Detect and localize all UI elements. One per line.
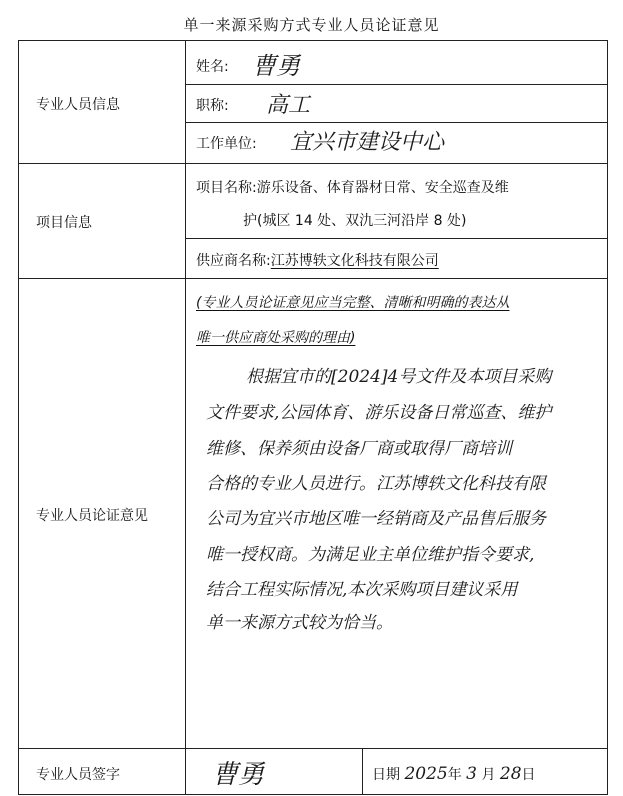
employer-label: 工作单位: [196, 136, 257, 152]
title-value: 高工 [266, 93, 311, 118]
name-label: 姓名: [196, 59, 229, 75]
table-left-border [18, 40, 19, 795]
section-divider [18, 163, 608, 164]
project-name-label [196, 177, 509, 197]
name-value: 曹勇 [252, 52, 300, 80]
date-month-unit: 月 [481, 767, 496, 783]
opinion-line: 合格的专业人员进行。江苏博轶文化科技有限 [206, 474, 546, 494]
opinion-instruction-line2: 唯一供应商处采购的理由) [196, 330, 356, 346]
row-divider [185, 84, 608, 85]
employer-value: 宜兴市建设中心 [290, 130, 445, 155]
signature-value: 曹勇 [212, 760, 265, 790]
project-name-line2: 护(城区 14 处、双氿三河沿岸 8 处) [243, 213, 467, 229]
opinion-line: 唯一授权商。为满足业主单位维护指令要求, [206, 545, 535, 565]
opinion-section-label: 专业人员论证意见 [36, 508, 148, 524]
opinion-line: 维修、保养须由设备厂商或取得厂商培训 [206, 439, 512, 459]
date-year-unit: 年 [447, 767, 462, 783]
signature-label: 专业人员签字 [36, 767, 120, 783]
date-year: 2025 [404, 764, 448, 784]
opinion-line: 单一来源方式较为恰当。 [206, 613, 393, 633]
opinion-line: 根据宜市的[2024]4号文件及本项目采购 [246, 367, 552, 387]
row-divider [185, 122, 608, 123]
project-name-label-text: 项目名称: [196, 180, 257, 196]
section-divider [18, 278, 608, 279]
title-label: 职称: [196, 98, 229, 114]
date-month: 3 [466, 764, 477, 784]
opinion-line: 文件要求,公园体育、游乐设备日常巡查、维护 [206, 403, 552, 423]
supplier-value: 江苏博轶文化科技有限公司 [270, 253, 439, 269]
date-label: 日期 [372, 767, 400, 783]
column-divider [185, 40, 186, 795]
opinion-instruction-line1: (专业人员论证意见应当完整、清晰和明确的表达从 [196, 295, 510, 311]
personnel-section-label: 专业人员信息 [36, 97, 120, 113]
table-bottom-border [18, 794, 608, 795]
project-section-label: 项目信息 [36, 215, 92, 231]
date-day: 28 [499, 764, 522, 784]
form-title: 单一来源采购方式专业人员论证意见 [183, 16, 440, 34]
row-divider [185, 238, 608, 239]
opinion-line: 结合工程实际情况,本次采购项目建议采用 [206, 580, 518, 600]
section-divider [18, 748, 608, 749]
table-right-border [607, 40, 608, 795]
supplier-label: 供应商名称: [196, 253, 271, 269]
table-top-border [18, 40, 608, 41]
date-divider [362, 748, 363, 795]
date-field [372, 764, 536, 784]
opinion-line: 公司为宜兴市地区唯一经销商及产品售后服务 [206, 509, 546, 529]
supplier-row [196, 250, 439, 270]
date-day-unit: 日 [521, 767, 536, 783]
project-name-line1: 游乐设备、体育器材日常、安全巡查及维 [256, 180, 509, 196]
